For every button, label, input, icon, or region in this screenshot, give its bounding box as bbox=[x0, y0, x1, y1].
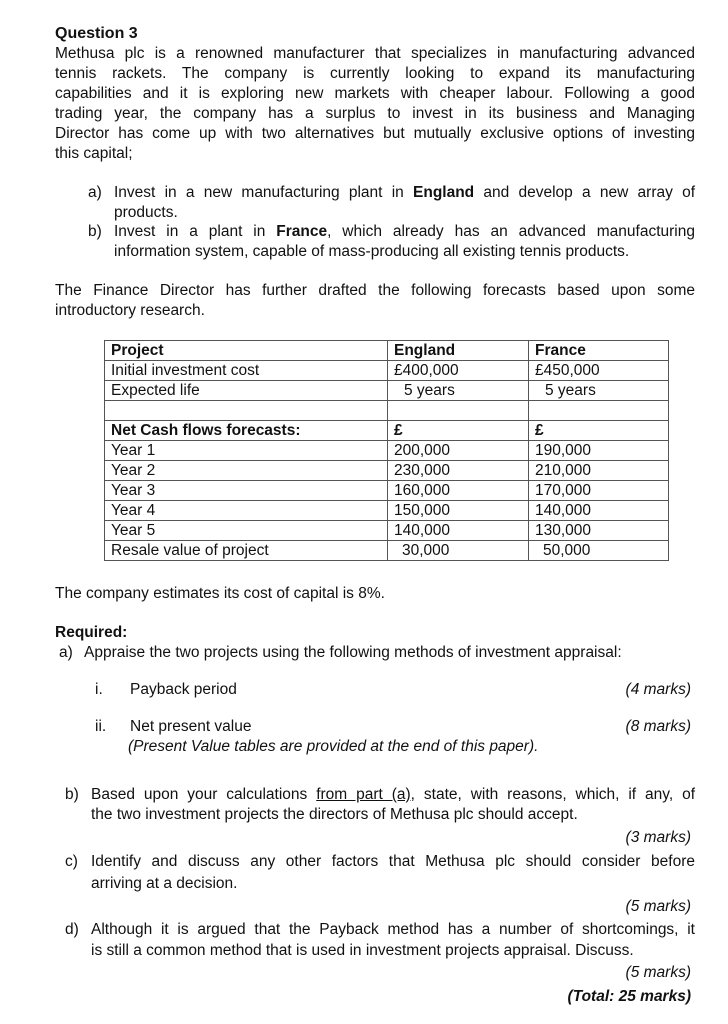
table-cell: 130,000 bbox=[529, 521, 669, 541]
marks-label: (5 marks) bbox=[625, 898, 691, 915]
forecast-intro-line: introductory research. bbox=[55, 302, 205, 319]
part-text-line2: arriving at a decision. bbox=[91, 875, 238, 892]
intro-line: trading year, the company has a surplus to invest in its business and Managing bbox=[55, 105, 695, 122]
table-cell: 50,000 bbox=[529, 541, 669, 561]
part-text-line2: the two investment projects the directors of Methusa plc should accept. bbox=[91, 806, 578, 823]
table-cell: Resale value of project bbox=[105, 541, 388, 561]
table-cell: 5 years bbox=[388, 381, 529, 401]
table-cell: 160,000 bbox=[388, 481, 529, 501]
table-cell: 140,000 bbox=[388, 521, 529, 541]
subpart-text: Net present value bbox=[130, 718, 252, 735]
marks-label: (4 marks) bbox=[625, 681, 691, 698]
table-cell: 30,000 bbox=[388, 541, 529, 561]
table-cell bbox=[105, 401, 388, 421]
intro-line: this capital; bbox=[55, 145, 133, 162]
table-header-cell: Project bbox=[105, 341, 388, 361]
intro-line: Director has come up with two alternatives but mutually exclusive options of investing bbox=[55, 125, 695, 142]
table-cell: 170,000 bbox=[529, 481, 669, 501]
marks-label: (5 marks) bbox=[625, 964, 691, 981]
table-header-cell: £ bbox=[388, 421, 529, 441]
table-row-empty bbox=[105, 401, 669, 421]
table-row bbox=[105, 501, 669, 521]
option-text: Invest in a plant in France, which already has an advanced manufacturing bbox=[114, 223, 695, 240]
table-cell bbox=[529, 401, 669, 421]
table-row bbox=[105, 361, 669, 381]
table-cell: 200,000 bbox=[388, 441, 529, 461]
option-text: Invest in a new manufacturing plant in England and develop a new array of bbox=[114, 184, 696, 201]
table-header-cell: England bbox=[388, 341, 529, 361]
table-row bbox=[105, 461, 669, 481]
table-cell: Year 1 bbox=[105, 441, 388, 461]
table-header-cell: £ bbox=[529, 421, 669, 441]
table-cell: 5 years bbox=[529, 381, 669, 401]
table-cell: 150,000 bbox=[388, 501, 529, 521]
table-row bbox=[105, 481, 669, 501]
table-cell: Year 3 bbox=[105, 481, 388, 501]
total-marks: (Total: 25 marks) bbox=[567, 988, 691, 1005]
option-text-line2: products. bbox=[114, 204, 178, 221]
part-text-line2: is still a common method that is used in investment projects appraisal. Discuss. bbox=[91, 942, 634, 959]
intro-line: Methusa plc is a renowned manufacturer that specializes in manufacturing advanced bbox=[55, 45, 695, 62]
table-cell: 190,000 bbox=[529, 441, 669, 461]
question-title: Question 3 bbox=[55, 25, 138, 42]
table-row bbox=[105, 381, 669, 401]
marks-label: (3 marks) bbox=[625, 829, 691, 846]
table-header-row bbox=[105, 341, 669, 361]
intro-line: tennis rackets. The company is currently looking to expand its manufacturing bbox=[55, 65, 695, 82]
table-cell: £450,000 bbox=[529, 361, 669, 381]
cost-of-capital-text: The company estimates its cost of capital is 8%. bbox=[55, 585, 385, 602]
table-cell: 230,000 bbox=[388, 461, 529, 481]
option-marker: b) bbox=[88, 223, 102, 240]
subpart-marker: ii. bbox=[95, 718, 107, 735]
forecast-table bbox=[104, 340, 669, 561]
intro-line: capabilities and it is exploring new markets with cheaper labour. Following a good bbox=[55, 85, 695, 102]
table-cell: Expected life bbox=[105, 381, 388, 401]
subpart-note: (Present Value tables are provided at the end of this paper). bbox=[128, 738, 539, 755]
forecast-intro-line: The Finance Director has further drafted the following forecasts based upon some bbox=[55, 282, 695, 299]
required-label: Required: bbox=[55, 624, 128, 641]
table-row bbox=[105, 521, 669, 541]
option-marker: a) bbox=[88, 184, 102, 201]
table-cell: Year 5 bbox=[105, 521, 388, 541]
table-cash-header-row bbox=[105, 421, 669, 441]
part-marker: d) bbox=[65, 921, 79, 938]
part-marker: b) bbox=[65, 786, 79, 803]
subpart-marker: i. bbox=[95, 681, 103, 698]
part-text: Based upon your calculations from part (a), state, with reasons, which, if any, of bbox=[91, 786, 696, 803]
table-cell: 210,000 bbox=[529, 461, 669, 481]
part-marker: a) bbox=[59, 644, 73, 661]
marks-label: (8 marks) bbox=[625, 718, 691, 735]
table-cell: Year 4 bbox=[105, 501, 388, 521]
table-row bbox=[105, 541, 669, 561]
table-cell: Year 2 bbox=[105, 461, 388, 481]
table-cell: £400,000 bbox=[388, 361, 529, 381]
part-text: Appraise the two projects using the following methods of investment appraisal: bbox=[84, 644, 622, 661]
part-marker: c) bbox=[65, 853, 78, 870]
table-cell: 140,000 bbox=[529, 501, 669, 521]
part-text: Although it is argued that the Payback method has a number of shortcomings, it bbox=[91, 921, 695, 938]
table-header-cell: Net Cash flows forecasts: bbox=[105, 421, 388, 441]
subpart-text: Payback period bbox=[130, 681, 237, 698]
option-text-line2: information system, capable of mass-producing all existing tennis products. bbox=[114, 243, 630, 260]
part-text: Identify and discuss any other factors that Methusa plc should consider before bbox=[91, 853, 695, 870]
table-header-cell: France bbox=[529, 341, 669, 361]
table-cell: Initial investment cost bbox=[105, 361, 388, 381]
table-row bbox=[105, 441, 669, 461]
table-cell bbox=[388, 401, 529, 421]
